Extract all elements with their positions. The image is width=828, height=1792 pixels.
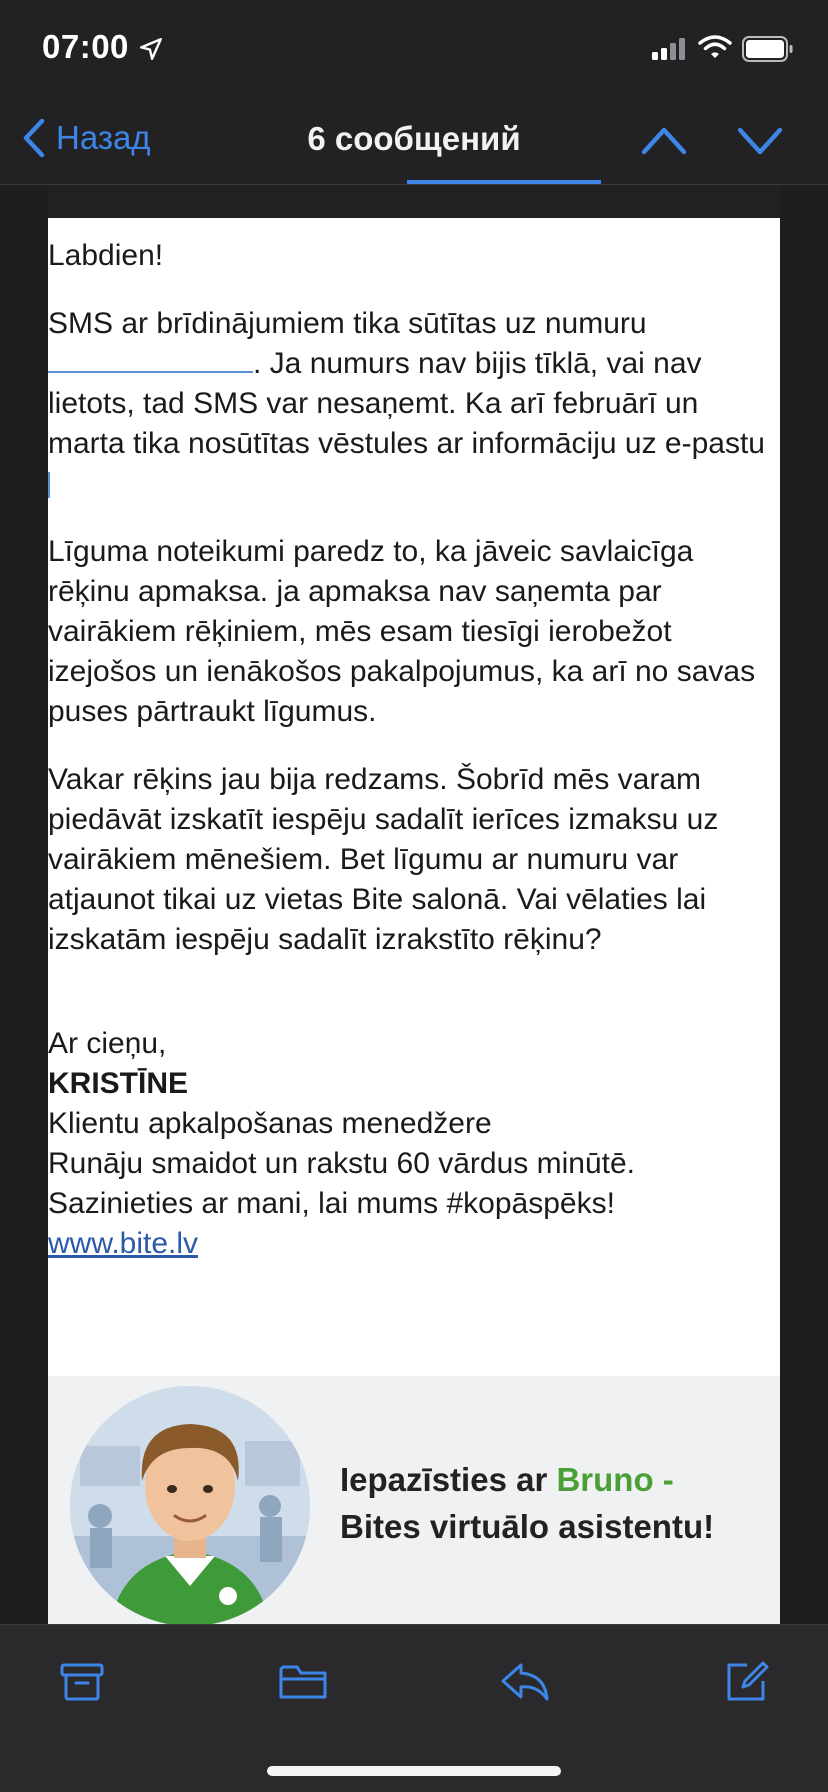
- cellular-signal-icon: [652, 38, 688, 65]
- archive-icon: [58, 1657, 106, 1705]
- location-arrow-icon: [138, 36, 164, 67]
- banner-line-1: [340, 1456, 714, 1503]
- compose-button[interactable]: [723, 1657, 771, 1710]
- banner-bruno: Bruno: [556, 1461, 654, 1498]
- status-time: 07:00: [42, 28, 129, 65]
- bruno-banner[interactable]: [48, 1376, 780, 1624]
- redacted-email-link[interactable]: [48, 472, 400, 498]
- archive-button[interactable]: [58, 1657, 106, 1710]
- banner-dash: -: [653, 1461, 674, 1498]
- thread-title: 6 сообщений: [307, 120, 521, 157]
- back-label: Назад: [56, 119, 151, 156]
- title-underline: [407, 180, 601, 184]
- battery-icon: [742, 36, 794, 67]
- chevron-up-icon: [640, 122, 688, 158]
- folder-icon: [277, 1657, 329, 1705]
- paragraph-offer: Vakar rēķins jau bija redzams. Šobrīd mēs varam piedāvāt izskatīt iespēju sadalīt ierīces izmaksu uz vairākiem mēnešiem. Bet līgumu ar numuru var atjaunot tikai uz vietas Bite salonā. Vai vēlaties lai izskatām iespēju sadalīt izrakstīto rēķinu?: [48, 763, 719, 956]
- navigation-bar: [0, 100, 828, 185]
- redacted-phone-link[interactable]: [48, 363, 253, 373]
- greeting: Labdien!: [48, 239, 164, 272]
- status-bar: [0, 0, 828, 100]
- signature-line-2: Sazinieties ar mani, lai mums #kopāspēks!: [48, 1187, 615, 1220]
- signature-name: KRISTĪNE: [48, 1067, 189, 1100]
- bruno-avatar: [70, 1386, 310, 1624]
- paragraph-sms-part1: SMS ar brīdinājumiem tika sūtītas uz numuru: [48, 307, 647, 340]
- paragraph-sms-part2: . Ja numurs nav bijis tīklā, vai nav lietots, tad SMS var nesaņemt. Ka arī februārī un marta tika nosūtītas vēstules ar informāciju uz e-pastu: [48, 347, 765, 460]
- website-link[interactable]: www.bite.lv: [48, 1227, 199, 1260]
- move-to-folder-button[interactable]: [277, 1657, 329, 1710]
- reply-icon: [499, 1657, 551, 1705]
- compose-icon: [723, 1657, 771, 1705]
- previous-message-button[interactable]: [640, 122, 688, 163]
- wifi-icon: [698, 34, 732, 65]
- left-margin: [0, 185, 48, 1624]
- reply-button[interactable]: [499, 1657, 551, 1710]
- paragraph-sms: [48, 304, 780, 504]
- signature-role: Klientu apkalpošanas menedžere: [48, 1107, 492, 1140]
- signature-line-1: Runāju smaidot un rakstu 60 vārdus minūtē.: [48, 1147, 635, 1180]
- chevron-down-icon: [736, 122, 784, 158]
- right-margin: [780, 185, 828, 1624]
- message-body[interactable]: [48, 218, 780, 1624]
- banner-prefix: Iepazīsties ar: [340, 1461, 557, 1498]
- banner-line-2: Bites virtuālo asistentu!: [340, 1508, 715, 1545]
- paragraph-contract: Līguma noteikumi paredz to, ka jāveic savlaicīga rēķinu apmaksa. ja apmaksa nav saņemta par vairākiem rēķiniem, mēs esam tiesīgi ierobežot izejošos un ienākošos pakalpojumus, ka arī no savas puses pārtraukt līgumus.: [48, 535, 756, 728]
- next-message-button[interactable]: [736, 122, 784, 163]
- home-indicator[interactable]: [267, 1766, 561, 1776]
- signature: [48, 1024, 780, 1264]
- signature-closing: Ar cieņu,: [48, 1027, 167, 1060]
- banner-text: [340, 1456, 714, 1550]
